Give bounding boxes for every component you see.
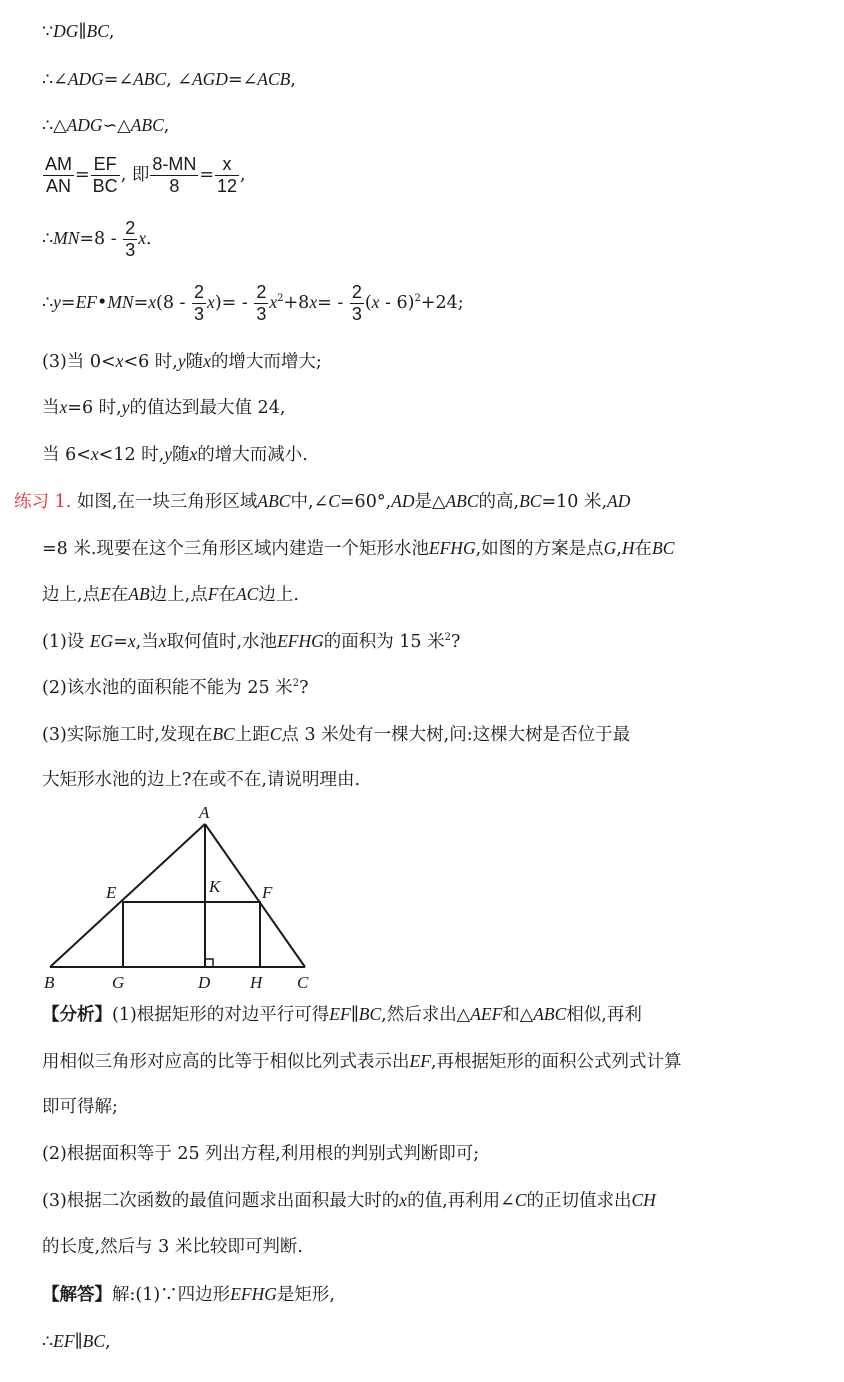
- label-f: F: [262, 883, 273, 902]
- question-2: [42, 677, 308, 699]
- exponent: 2: [292, 678, 300, 690]
- fraction-8-mn: [150, 154, 198, 197]
- line-9: [42, 443, 308, 466]
- text: 相似,再利: [566, 1005, 642, 1025]
- text: ∴: [42, 293, 54, 313]
- text: , 即: [120, 165, 150, 185]
- text: =8 米.现要在这个三角形区域内建造一个矩形水池: [42, 539, 429, 559]
- var: C: [328, 491, 340, 511]
- var: x: [115, 351, 124, 371]
- var: x: [90, 444, 99, 464]
- text: 随: [185, 352, 204, 372]
- var: AD: [607, 491, 631, 511]
- analysis-line-3: [42, 1096, 118, 1118]
- line-7: [42, 350, 322, 373]
- var: BC: [86, 21, 109, 41]
- var: EG: [89, 631, 114, 651]
- var: EFHG: [230, 1284, 277, 1304]
- var: x: [127, 631, 136, 651]
- text: - 6): [379, 293, 415, 313]
- label-h: H: [250, 973, 263, 992]
- numerator: 8-MN: [152, 154, 197, 174]
- numerator: x: [215, 154, 239, 176]
- denominator: 8: [169, 176, 180, 196]
- line-1: [42, 20, 114, 43]
- var: AC: [235, 584, 259, 604]
- var: BC: [652, 538, 675, 558]
- line-8: [42, 396, 285, 419]
- exponent: 2: [414, 293, 421, 305]
- text: 如图,在一块三角形区域: [76, 492, 258, 512]
- text: ,当: [135, 632, 159, 652]
- text: 解:(1)∵四边形: [112, 1285, 231, 1305]
- punct: ,: [163, 116, 170, 136]
- analysis-line-4: [42, 1143, 479, 1165]
- text: (1)设: [42, 632, 90, 652]
- var: EF: [409, 1051, 431, 1071]
- text: 是△: [414, 492, 446, 512]
- var: x: [158, 631, 167, 651]
- text: ?: [299, 678, 309, 698]
- text: 边上,点: [42, 585, 101, 605]
- solution-line-1: [42, 1283, 335, 1306]
- text: (2)该水池的面积能不能为 25 米: [42, 678, 293, 698]
- text: 边上.: [258, 585, 299, 605]
- question-3: [42, 723, 630, 746]
- text: 在: [218, 585, 236, 605]
- rectangle-efhg: [123, 902, 260, 967]
- line-5: [42, 218, 152, 261]
- numerator: AM: [45, 154, 72, 174]
- text: =: [133, 293, 149, 313]
- text: 和△: [502, 1005, 534, 1025]
- exercise-label: 练习 1.: [14, 492, 72, 512]
- var: y: [177, 351, 186, 371]
- exercise-line-1: [14, 490, 630, 513]
- question-3-cont: [42, 769, 360, 791]
- punct: .: [146, 229, 152, 249]
- exercise-line-2: [42, 537, 674, 560]
- var: ABC: [257, 491, 291, 511]
- text: (3)当 0<: [42, 352, 116, 372]
- because-symbol: ∵: [42, 22, 54, 42]
- fraction-2-3: [254, 282, 268, 325]
- var: x: [371, 292, 380, 312]
- var: ABC: [133, 69, 167, 89]
- text: 的高,: [478, 492, 520, 512]
- text: •: [96, 293, 108, 313]
- text: =6 时,: [67, 398, 122, 418]
- text: ∴: [42, 1332, 54, 1352]
- numerator: 2: [256, 282, 267, 302]
- var: C: [514, 1190, 527, 1210]
- analysis-tag: 【分析】: [42, 1005, 112, 1025]
- exponent: 2: [277, 293, 284, 305]
- var: ADG: [66, 115, 103, 135]
- fraction-2-3: [192, 282, 206, 325]
- var: y: [164, 444, 172, 464]
- analysis-line-1: [42, 1003, 642, 1026]
- text: 点 3 米处有一棵大树,问:这棵大树是否位于最: [281, 725, 631, 745]
- fraction-2-3: [123, 218, 137, 261]
- label-c: C: [297, 973, 309, 992]
- text: 的正切值求出: [526, 1191, 632, 1211]
- text: 上距: [234, 725, 270, 745]
- text: (: [364, 293, 372, 313]
- label-k: K: [209, 877, 221, 896]
- text: 的面积为 15 米: [323, 632, 445, 652]
- var: AB: [128, 584, 150, 604]
- denominator: 12: [217, 176, 238, 196]
- var: x: [399, 1190, 408, 1210]
- solution-tag: 【解答】: [42, 1285, 112, 1305]
- numerator: 2: [351, 282, 362, 302]
- text: =: [199, 165, 214, 185]
- var: y: [53, 292, 61, 312]
- var: H: [621, 538, 635, 558]
- text: =: [113, 632, 128, 652]
- punct: ,: [105, 1332, 111, 1352]
- line-3: [42, 114, 169, 137]
- text: 在: [110, 585, 129, 605]
- text: ∽△: [102, 116, 131, 136]
- triangle-figure: [0, 798, 844, 998]
- right-angle-mark: [205, 959, 213, 967]
- var: MN: [53, 228, 80, 248]
- var: CH: [631, 1190, 656, 1210]
- text: =8 -: [79, 229, 123, 249]
- var: AD: [391, 491, 415, 511]
- numerator: 2: [125, 218, 136, 238]
- text: 当: [42, 398, 60, 418]
- text: 用相似三角形对应高的比等于相似比列式表示出: [42, 1052, 410, 1072]
- fraction-x-12: [215, 154, 239, 197]
- text: ∴△: [42, 116, 67, 136]
- text: 即可得解;: [42, 1097, 118, 1117]
- var: G: [603, 538, 617, 558]
- text: (3)实际施工时,发现在: [42, 725, 213, 745]
- text: 大矩形水池的边上?在或不在,请说明理由.: [42, 770, 361, 790]
- text: ∴: [42, 229, 54, 249]
- var: ABC: [130, 115, 164, 135]
- text: ,如图的方案是点: [475, 539, 604, 559]
- label-d: D: [198, 973, 211, 992]
- var: x: [59, 397, 68, 417]
- numerator: EF: [91, 154, 120, 176]
- text: 的长度,然后与 3 米比较即可判断.: [42, 1237, 303, 1257]
- denominator: 3: [256, 304, 267, 324]
- text: ,再根据矩形的面积公式列式计算: [430, 1052, 682, 1072]
- text: 的增大而减小.: [197, 445, 308, 465]
- var: EF: [329, 1004, 351, 1024]
- var: y: [121, 397, 130, 417]
- line-6: [42, 282, 464, 325]
- text: 在: [634, 539, 652, 559]
- text: ∥: [74, 1332, 83, 1352]
- text: 是矩形,: [276, 1285, 335, 1305]
- var: x: [269, 292, 278, 312]
- var: BC: [82, 1331, 105, 1351]
- text: )= -: [214, 293, 254, 313]
- text: ,: [616, 539, 622, 559]
- analysis-line-6: [42, 1236, 303, 1258]
- var: ABC: [445, 491, 479, 511]
- punct: ,: [108, 22, 115, 42]
- var: ABC: [533, 1004, 567, 1024]
- text: 取何值时,水池: [166, 632, 278, 652]
- fraction-2-3: [350, 282, 364, 325]
- var: x: [138, 228, 147, 248]
- var: EF: [75, 292, 97, 312]
- denominator: AN: [45, 176, 71, 196]
- var: x: [309, 292, 318, 312]
- text: <6 时,: [123, 352, 178, 372]
- text: 的增大而增大;: [210, 352, 322, 372]
- exponent: 2: [444, 632, 451, 644]
- label-g: G: [112, 973, 125, 992]
- text: +24;: [420, 293, 464, 313]
- text: 的值,再利用∠: [407, 1191, 515, 1211]
- var: BC: [212, 724, 235, 744]
- line-2: [42, 68, 296, 91]
- text: +8: [283, 293, 310, 313]
- text: 随: [172, 445, 190, 465]
- var: EFHG: [277, 631, 324, 651]
- text: 当 6<: [42, 445, 91, 465]
- var: AGD: [191, 69, 228, 89]
- var: MN: [107, 292, 134, 312]
- text: =: [60, 293, 76, 313]
- analysis-line-2: [42, 1050, 681, 1073]
- question-1: [42, 630, 460, 653]
- text: (3)根据二次函数的最值问题求出面积最大时的: [42, 1191, 400, 1211]
- text: 中,∠: [290, 492, 329, 512]
- var: ADG: [67, 69, 104, 89]
- var: C: [269, 724, 282, 744]
- var: x: [189, 444, 198, 464]
- label-e: E: [106, 883, 117, 902]
- var: x: [207, 292, 215, 312]
- text: , ∠: [166, 70, 192, 90]
- var: BC: [358, 1004, 382, 1024]
- text: = -: [317, 293, 349, 313]
- text: ∴∠: [42, 70, 68, 90]
- var: EF: [53, 1331, 75, 1351]
- var: x: [148, 292, 157, 312]
- analysis-line-5: [42, 1189, 656, 1212]
- label-b: B: [44, 973, 55, 992]
- line-4: [42, 154, 246, 197]
- text: (1)根据矩形的对边平行可得: [112, 1005, 330, 1025]
- fraction-am-an: [43, 154, 74, 197]
- parallel-symbol: ∥: [78, 22, 87, 42]
- punct: ,: [240, 165, 246, 185]
- text: =60°,: [339, 492, 392, 512]
- denominator: 3: [351, 304, 362, 324]
- text: =∠: [227, 70, 258, 90]
- text: ,然后求出△: [381, 1005, 471, 1025]
- var: AEF: [470, 1004, 503, 1024]
- text: =∠: [103, 70, 134, 90]
- text: ∥: [350, 1005, 359, 1025]
- text: <12 时,: [98, 445, 165, 465]
- denominator: BC: [92, 176, 118, 196]
- text: (8 -: [156, 293, 192, 313]
- text: =10 米,: [541, 492, 608, 512]
- var: F: [207, 584, 219, 604]
- var: E: [100, 584, 111, 604]
- var: DG: [53, 21, 79, 41]
- punct: ,: [290, 70, 296, 90]
- side-ab: [50, 824, 205, 967]
- text: 的值达到最大值 24,: [129, 398, 286, 418]
- denominator: 3: [194, 304, 205, 324]
- text: 边上,点: [149, 585, 208, 605]
- var: ACB: [257, 69, 291, 89]
- fraction-ef-bc: [91, 154, 120, 197]
- var: x: [203, 351, 211, 371]
- var: EFHG: [428, 538, 476, 558]
- numerator: 2: [194, 282, 205, 302]
- text: ?: [451, 632, 461, 652]
- var: BC: [519, 491, 542, 511]
- text: =: [75, 165, 90, 185]
- label-a: A: [199, 803, 210, 822]
- exercise-line-3: [42, 583, 299, 606]
- text: (2)根据面积等于 25 列出方程,利用根的判别式判断即可;: [42, 1144, 480, 1164]
- denominator: 3: [125, 240, 136, 260]
- solution-line-2: [42, 1330, 111, 1353]
